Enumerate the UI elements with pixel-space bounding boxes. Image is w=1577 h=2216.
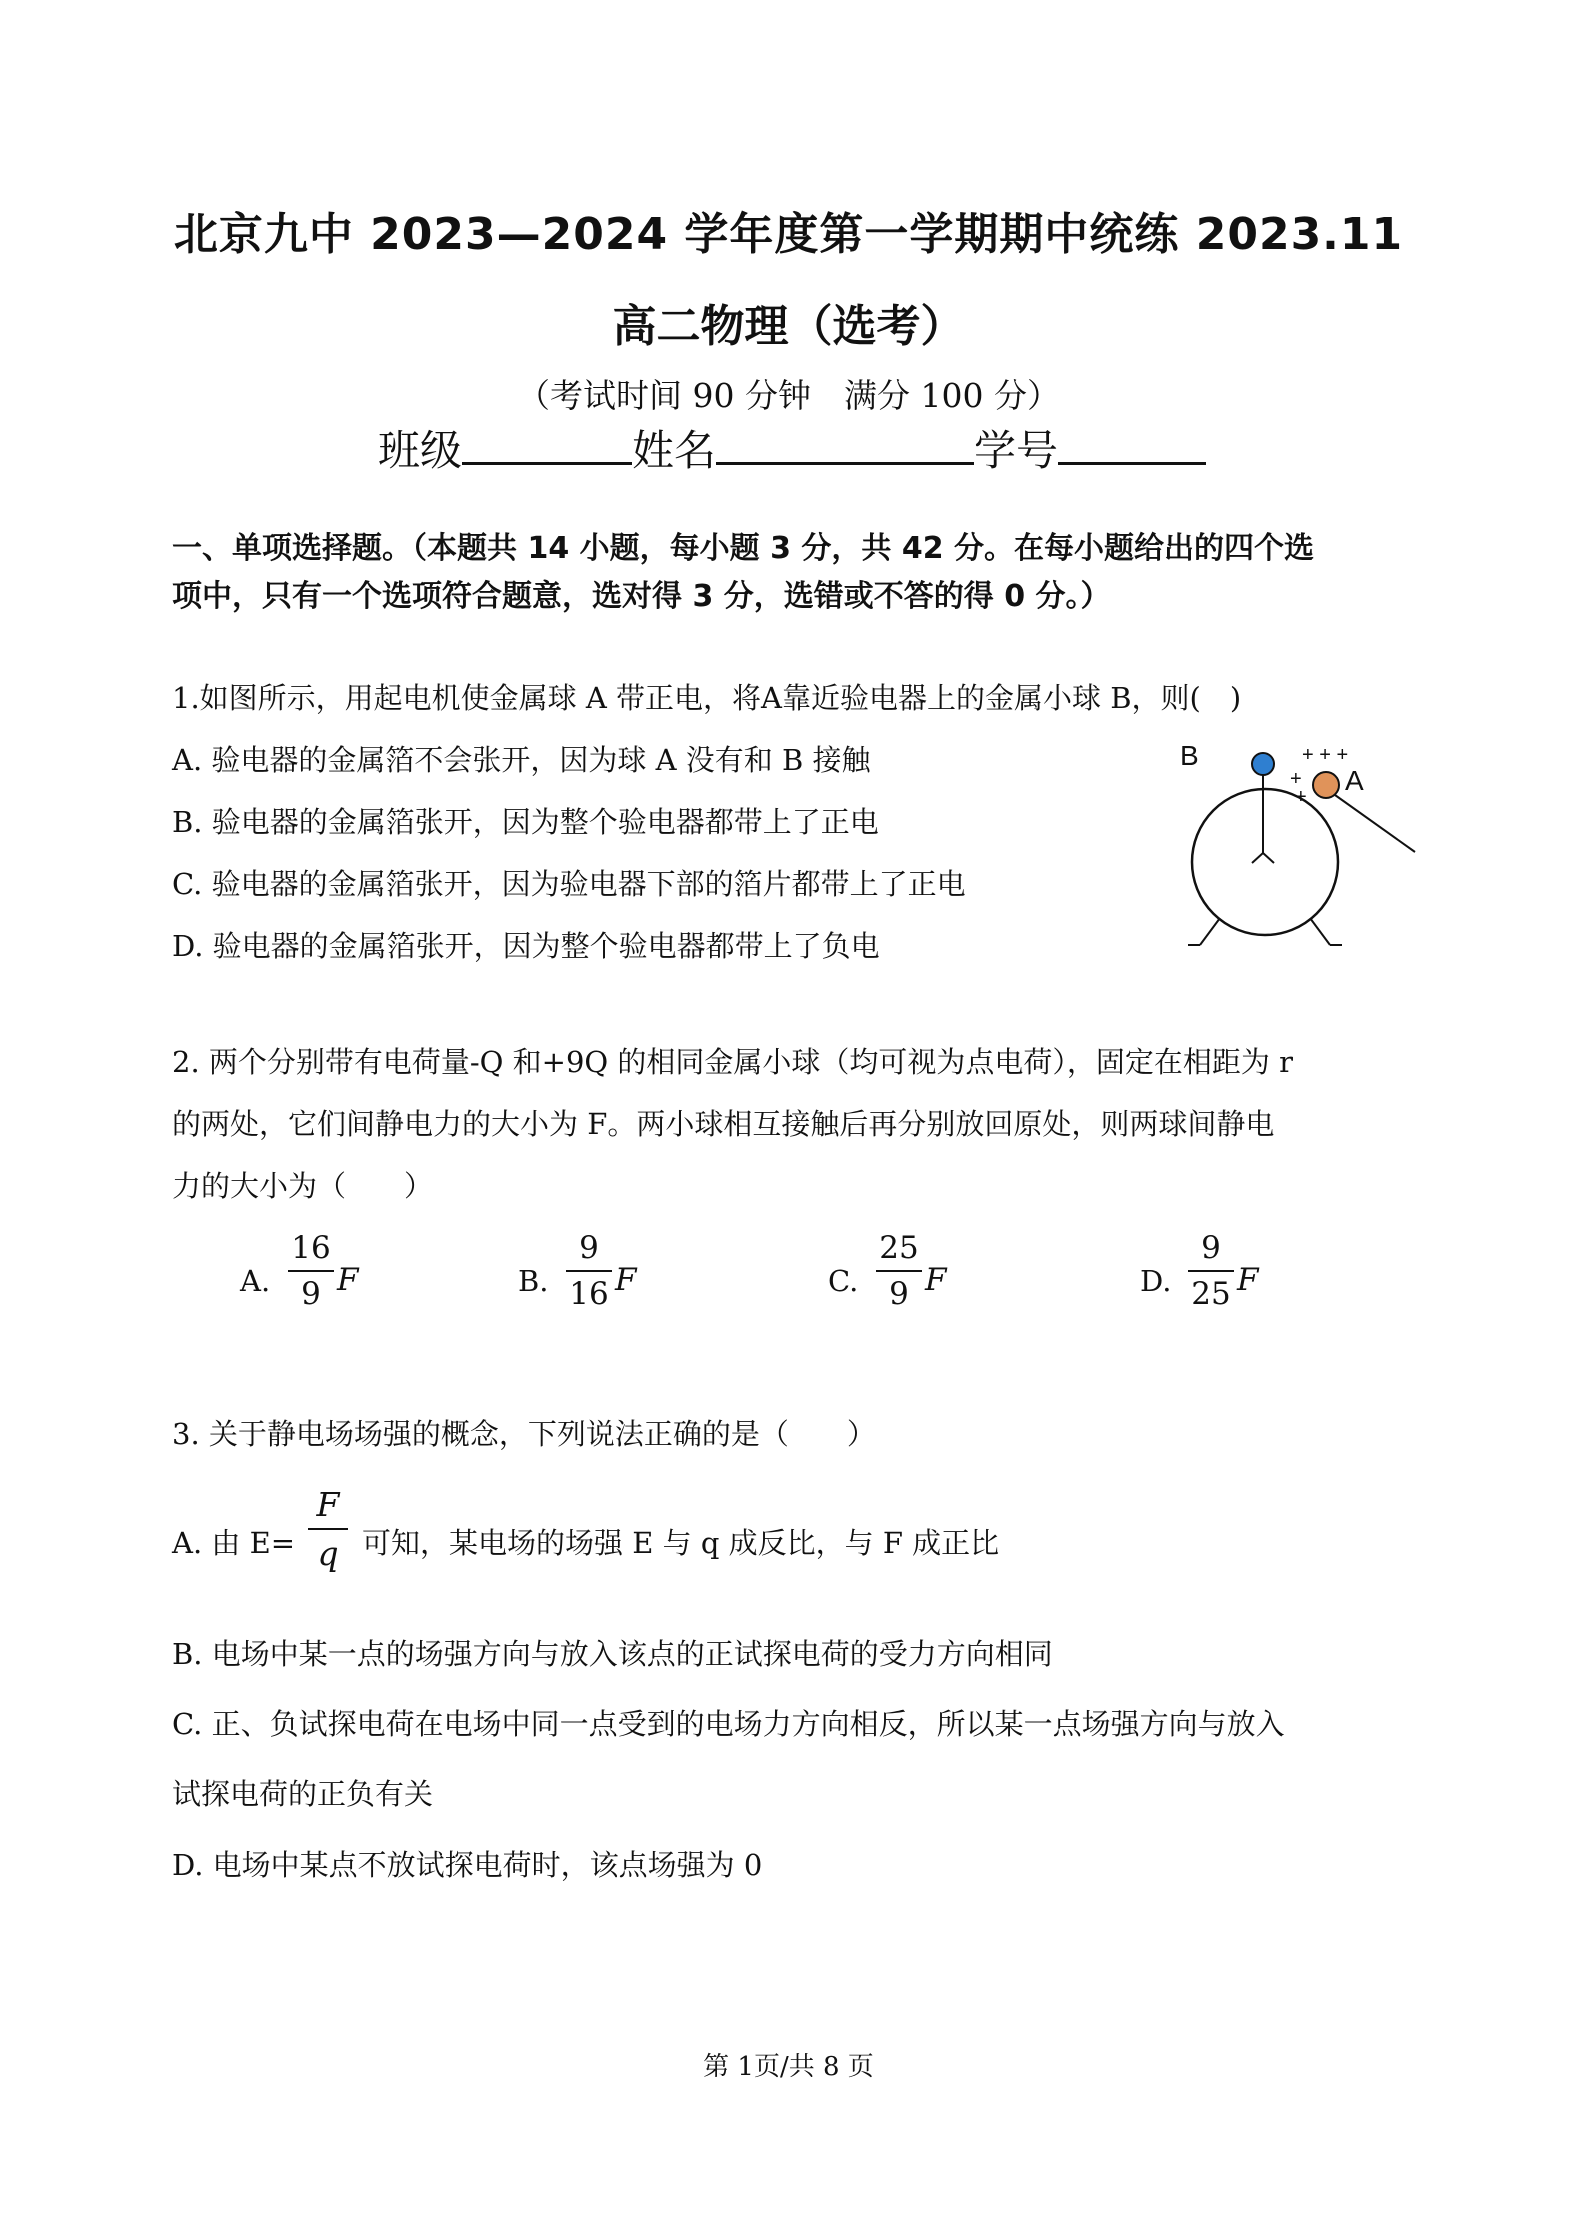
ball-b (1252, 753, 1274, 775)
charges-label: + + + (1302, 744, 1349, 766)
section-heading-line1: 一、单项选择题。（本题共 14 小题，每小题 3 分，共 42 分。在每小题给出的四个选 (172, 531, 1315, 566)
q3-stem: 3. 关于静电场场强的概念，下列说法正确的是（ ） (172, 1417, 876, 1451)
name-label: 姓名 (632, 426, 717, 475)
page-number: 第 1页/共 8 页 (703, 2052, 874, 2082)
q1-option-a: A. 验电器的金属箔不会张开，因为球 A 没有和 B 接触 (172, 743, 871, 777)
id-label: 学号 (974, 426, 1059, 475)
q1-option-c: C. 验电器的金属箔张开，因为验电器下部的箔片都带上了正电 (172, 867, 966, 901)
q3-option-c-line2: 试探电荷的正负有关 (172, 1777, 434, 1811)
class-label: 班级 (378, 426, 463, 475)
q2-stem-line2: 的两处，它们间静电力的大小为 F。两小球相互接触后再分别放回原处，则两球间静电 (172, 1107, 1275, 1141)
q3-option-a: A. 由 E= F q 可知，某电场的场强 E 与 q 成反比，与 F 成正比 (172, 1485, 1000, 1573)
label-b: B (1180, 740, 1199, 771)
student-info-line (378, 418, 1206, 478)
exam-title: 北京九中 2023—2024 学年度第一学期期中统练 2023.11 (173, 209, 1404, 260)
q3-option-d: D. 电场中某点不放试探电荷时，该点场强为 0 (172, 1848, 763, 1882)
section-heading-line2: 项中，只有一个选项符合题意，选对得 3 分，选错或不答的得 0 分。） (172, 579, 1111, 614)
q1-stem: 1.如图所示，用起电机使金属球 A 带正电，将A靠近验电器上的金属小球 B，则( ) (172, 681, 1242, 715)
q1-option-b: B. 验电器的金属箔张开，因为整个验电器都带上了正电 (172, 805, 879, 839)
q2-stem-line3: 力的大小为（ ） (172, 1169, 434, 1203)
q3-option-b: B. 电场中某一点的场强方向与放入该点的正试探电荷的受力方向相同 (172, 1637, 1053, 1671)
exam-subtitle: 高二物理（选考） (612, 301, 965, 352)
name-blank[interactable] (716, 424, 974, 465)
id-blank[interactable] (1058, 424, 1206, 465)
ball-a (1313, 772, 1339, 798)
class-blank[interactable] (462, 424, 632, 465)
electroscope-figure (1180, 735, 1430, 975)
q2-stem-line1: 2. 两个分别带有电荷量-Q 和+9Q 的相同金属小球（均可视为点电荷），固定在相距为 r (172, 1045, 1294, 1079)
label-a: A (1345, 765, 1364, 796)
electroscope-body (1192, 789, 1338, 935)
svg-text:+: + (1290, 768, 1302, 790)
q1-option-d: D. 验电器的金属箔张开，因为整个验电器都带上了负电 (172, 929, 880, 963)
exam-info: （考试时间 90 分钟 满分 100 分） (517, 376, 1060, 415)
svg-text:+: + (1295, 786, 1307, 808)
q3-option-c-line1: C. 正、负试探电荷在电场中同一点受到的电场力方向相反，所以某一点场强方向与放入 (172, 1707, 1285, 1741)
